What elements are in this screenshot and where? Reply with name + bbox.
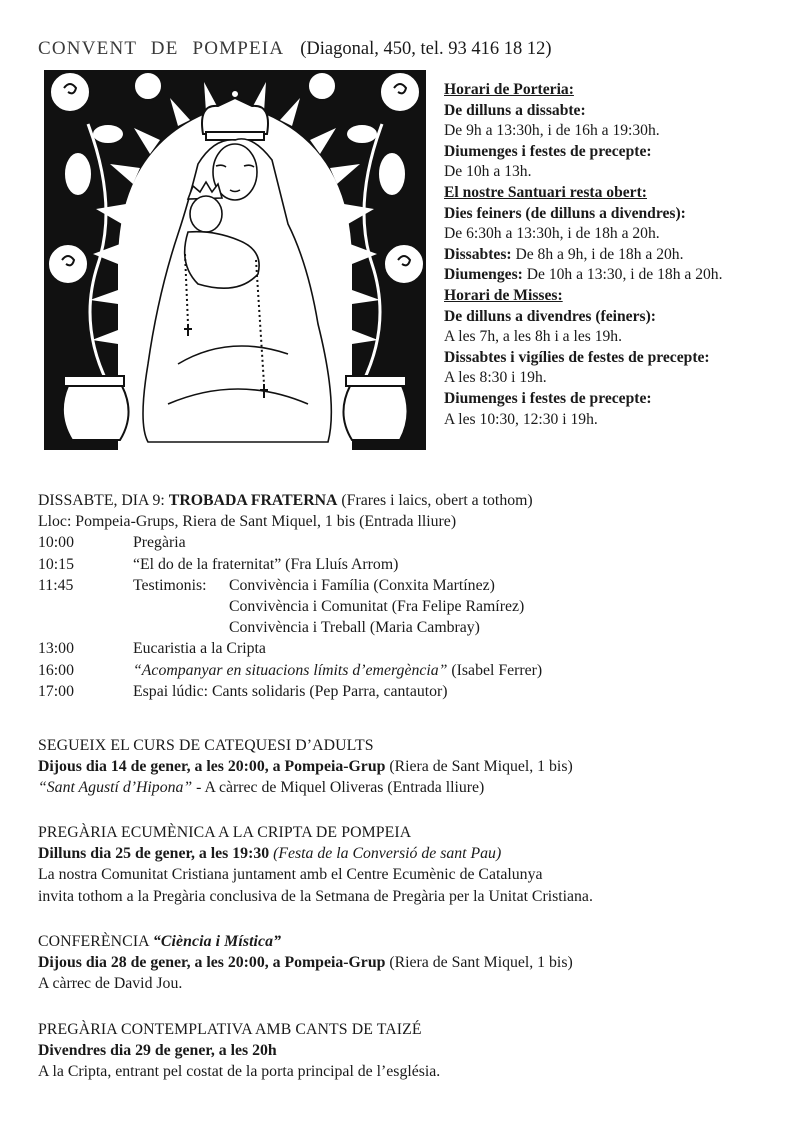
- schedule-text: Convivència i Comunitat (Fra Felipe Ramírez): [229, 597, 525, 615]
- santuari-sundays-label: Diumenges:: [444, 266, 523, 284]
- schedule-text: Espai lúdic: Cants solidaris (Pep Parra, cantautor): [133, 682, 448, 700]
- schedule-row: [38, 660, 542, 681]
- schedule-label: Testimonis:: [133, 576, 207, 594]
- catequesi-date-rest: (Riera de Sant Miquel, 1 bis): [385, 758, 573, 776]
- schedule-time: 11:45: [38, 576, 74, 594]
- santuari-weekdays-label: Dies feiners (de dilluns a divendres):: [444, 204, 686, 222]
- schedule-text: Eucaristia a la Cripta: [133, 640, 266, 658]
- schedule-row: [38, 575, 542, 596]
- catequesi-heading: SEGUEIX EL CURS DE CATEQUESI D’ADULTS: [38, 737, 374, 754]
- misses-sundays-label: Diumenges i festes de precepte:: [444, 389, 652, 407]
- conferencia-heading: [38, 931, 573, 952]
- convent-address: (Diagonal, 450, tel. 93 416 18 12): [300, 39, 552, 59]
- page-header: [38, 38, 552, 60]
- virgin-illustration: [38, 64, 432, 456]
- hours-panel: [444, 80, 723, 430]
- misses-saturdays-value: A les 8:30 i 19h.: [444, 369, 547, 387]
- schedule-time: 10:15: [38, 555, 74, 573]
- santuari-saturdays-label: Dissabtes:: [444, 245, 512, 263]
- conferencia-date-bold: Dijous dia 28 de gener, a les 20:00, a Pompeia-Grup: [38, 954, 386, 972]
- schedule-text: Pregària: [133, 534, 186, 552]
- schedule-row: [38, 554, 542, 575]
- taize-date: Divendres dia 29 de gener, a les 20h: [38, 1042, 277, 1060]
- catequesi-topic: [38, 777, 573, 798]
- porteria-heading: Horari de Porteria:: [444, 81, 574, 98]
- schedule-row: [38, 681, 542, 702]
- porteria-sundays-value: De 10h a 13h.: [444, 163, 532, 181]
- misses-sundays-value: A les 10:30, 12:30 i 19h.: [444, 410, 598, 428]
- trobada-title: TROBADA FRATERNA: [168, 492, 338, 509]
- catequesi-topic-italic: “Sant Agustí d’Hipona”: [38, 779, 193, 797]
- trobada-heading: [38, 490, 542, 511]
- taize-place: A la Cripta, entrant pel costat de la porta principal de l’església.: [38, 1063, 441, 1081]
- schedule-text: “El do de la fraternitat” (Fra Lluís Arrom): [133, 555, 399, 573]
- catequesi-section: [38, 735, 573, 799]
- santuari-sundays: [444, 265, 723, 286]
- ecumenica-date-bold: Dilluns dia 25 de gener, a les 19:30: [38, 845, 270, 863]
- trobada-section: [38, 490, 542, 702]
- taize-section: [38, 1019, 440, 1083]
- ecumenica-line2: invita tothom a la Pregària conclusiva de la Setmana de Pregària per la Unitat Cristiana.: [38, 887, 593, 905]
- trobada-place: Lloc: Pompeia-Grups, Riera de Sant Miquel, 1 bis (Entrada lliure): [38, 513, 457, 531]
- schedule-time: 16:00: [38, 661, 74, 679]
- ecumenica-date-italic: (Festa de la Conversió de sant Pau): [269, 845, 502, 863]
- conferencia-speaker: A càrrec de David Jou.: [38, 975, 183, 993]
- misses-weekdays-label: De dilluns a divendres (feiners):: [444, 307, 656, 325]
- schedule-row: [38, 638, 542, 659]
- ecumenica-section: [38, 822, 593, 907]
- schedule-time: 13:00: [38, 640, 74, 658]
- schedule-text: Convivència i Família (Conxita Martínez): [229, 576, 495, 594]
- porteria-sundays-label: Diumenges i festes de precepte:: [444, 142, 652, 160]
- schedule-row: [38, 532, 542, 553]
- ecumenica-line1: La nostra Comunitat Cristiana juntament amb el Centre Ecumènic de Catalunya: [38, 866, 543, 884]
- schedule-time: 10:00: [38, 534, 74, 552]
- catequesi-topic-rest: - A càrrec de Miquel Oliveras (Entrada lliure): [192, 779, 485, 797]
- virgin-and-child-image-icon: [38, 64, 432, 456]
- santuari-sundays-value: De 10h a 13:30, i de 18h a 20h.: [522, 266, 723, 284]
- conferencia-heading-label: CONFERÈNCIA: [38, 933, 153, 950]
- santuari-saturdays: [444, 245, 723, 266]
- schedule-row: [38, 596, 542, 617]
- catequesi-date-bold: Dijous dia 14 de gener, a les 20:00, a Pompeia-Grup: [38, 758, 386, 776]
- schedule-text: (Isabel Ferrer): [447, 661, 543, 679]
- conferencia-date-rest: (Riera de Sant Miquel, 1 bis): [385, 954, 573, 972]
- schedule-row: [38, 617, 542, 638]
- conferencia-date: [38, 952, 573, 973]
- schedule-time: 17:00: [38, 682, 74, 700]
- porteria-weekdays-label: De dilluns a dissabte:: [444, 101, 586, 119]
- schedule-text: Convivència i Treball (Maria Cambray): [229, 619, 480, 637]
- trobada-prefix: DISSABTE, DIA 9:: [38, 492, 169, 509]
- convent-title: CONVENT DE POMPEIA: [38, 38, 285, 59]
- misses-saturdays-label: Dissabtes i vigílies de festes de precepte:: [444, 348, 710, 366]
- schedule-italic: “Acompanyar en situacions límits d’emergència”: [133, 661, 448, 679]
- porteria-weekdays-value: De 9h a 13:30h, i de 16h a 19:30h.: [444, 122, 660, 140]
- conferencia-section: [38, 931, 573, 995]
- santuari-heading: El nostre Santuari resta obert:: [444, 183, 647, 201]
- trobada-suffix: (Frares i laics, obert a tothom): [337, 492, 533, 509]
- ecumenica-date: [38, 843, 593, 864]
- catequesi-date: [38, 756, 573, 777]
- misses-heading: Horari de Misses:: [444, 286, 563, 304]
- taize-heading: PREGÀRIA CONTEMPLATIVA AMB CANTS DE TAIZÉ: [38, 1021, 422, 1038]
- santuari-saturdays-value: De 8h a 9h, i de 18h a 20h.: [511, 245, 684, 263]
- conferencia-title: “Ciència i Mística”: [152, 933, 282, 950]
- ecumenica-heading: PREGÀRIA ECUMÈNICA A LA CRIPTA DE POMPEIA: [38, 824, 412, 841]
- santuari-weekdays-value: De 6:30h a 13:30h, i de 18h a 20h.: [444, 225, 660, 243]
- misses-weekdays-value: A les 7h, a les 8h i a les 19h.: [444, 328, 623, 346]
